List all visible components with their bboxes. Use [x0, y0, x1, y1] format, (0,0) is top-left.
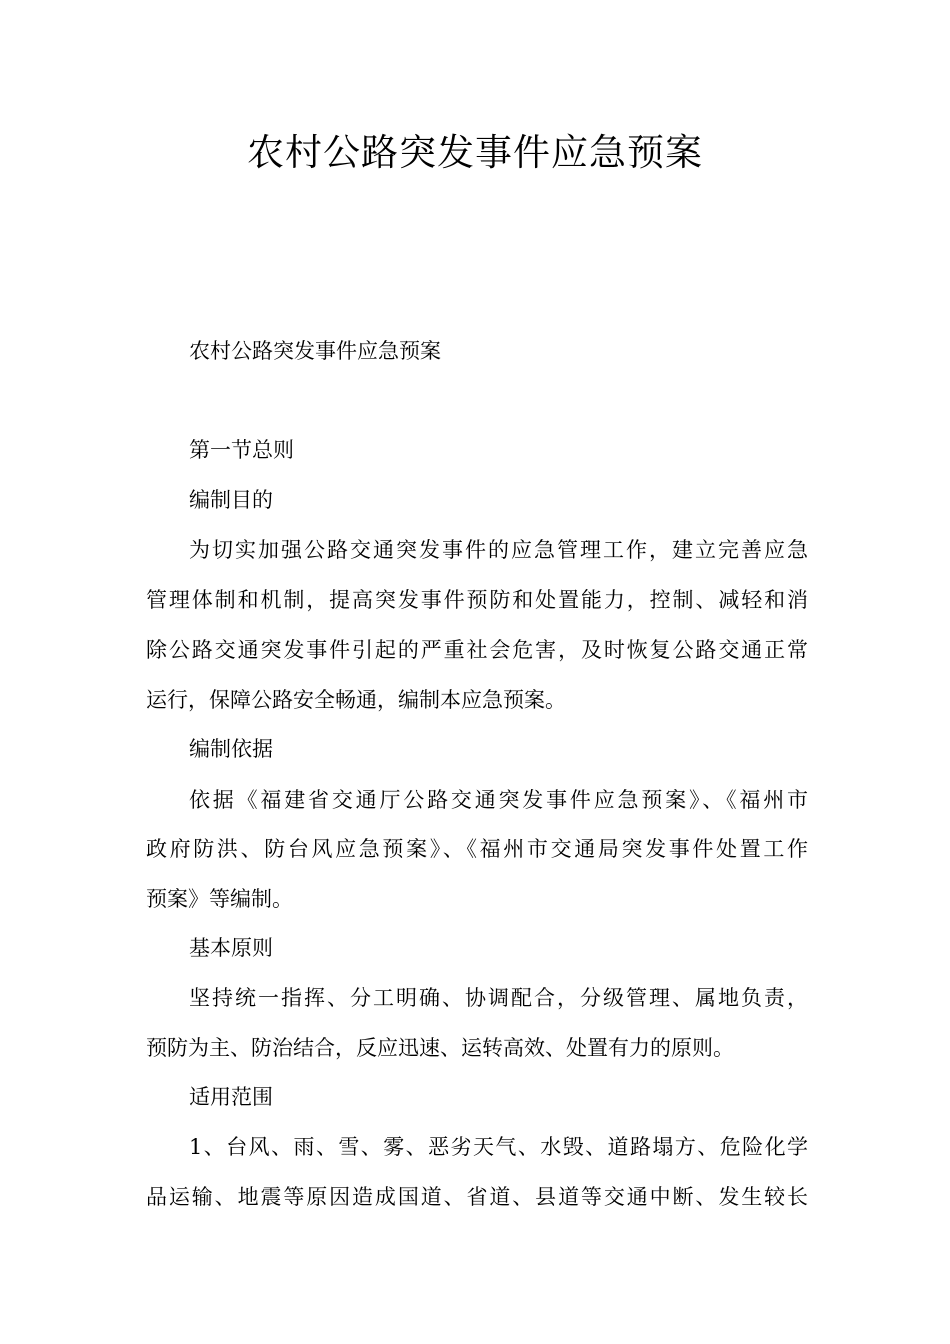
- scope-line: 1、台风、雨、雪、雾、恶劣天气、水毁、道路塌方、危险化学: [189, 1135, 808, 1159]
- purpose-line: 管理体制和机制，提高突发事件预防和处置能力，控制、减轻和消: [146, 588, 808, 612]
- document-title: 农村公路突发事件应急预案: [247, 131, 703, 174]
- basis-line: 依据《福建省交通厅公路交通突发事件应急预案》、《福州市: [189, 788, 808, 812]
- purpose-line: 除公路交通突发事件引起的严重社会危害，及时恢复公路交通正常: [146, 638, 808, 662]
- scope-heading: 适用范围: [189, 1085, 273, 1109]
- principles-line: 预防为主、防治结合，反应迅速、运转高效、处置有力的原则。: [146, 1036, 734, 1060]
- section-heading: 第一节总则: [189, 438, 294, 462]
- scope-line: 品运输、地震等原因造成国道、省道、县道等交通中断、发生较长: [146, 1185, 808, 1209]
- basis-line: 预案》等编制。: [146, 887, 293, 911]
- principles-line: 坚持统一指挥、分工明确、协调配合，分级管理、属地负责，: [189, 986, 808, 1010]
- purpose-line: 运行，保障公路安全畅通，编制本应急预案。: [146, 688, 566, 712]
- basis-line: 政府防洪、防台风应急预案》、《福州市交通局突发事件处置工作: [146, 837, 808, 861]
- principles-heading: 基本原则: [189, 936, 273, 960]
- document-subtitle: 农村公路突发事件应急预案: [189, 339, 441, 363]
- purpose-line: 为切实加强公路交通突发事件的应急管理工作，建立完善应急: [189, 538, 808, 562]
- basis-heading: 编制依据: [189, 737, 273, 761]
- purpose-heading: 编制目的: [189, 488, 273, 512]
